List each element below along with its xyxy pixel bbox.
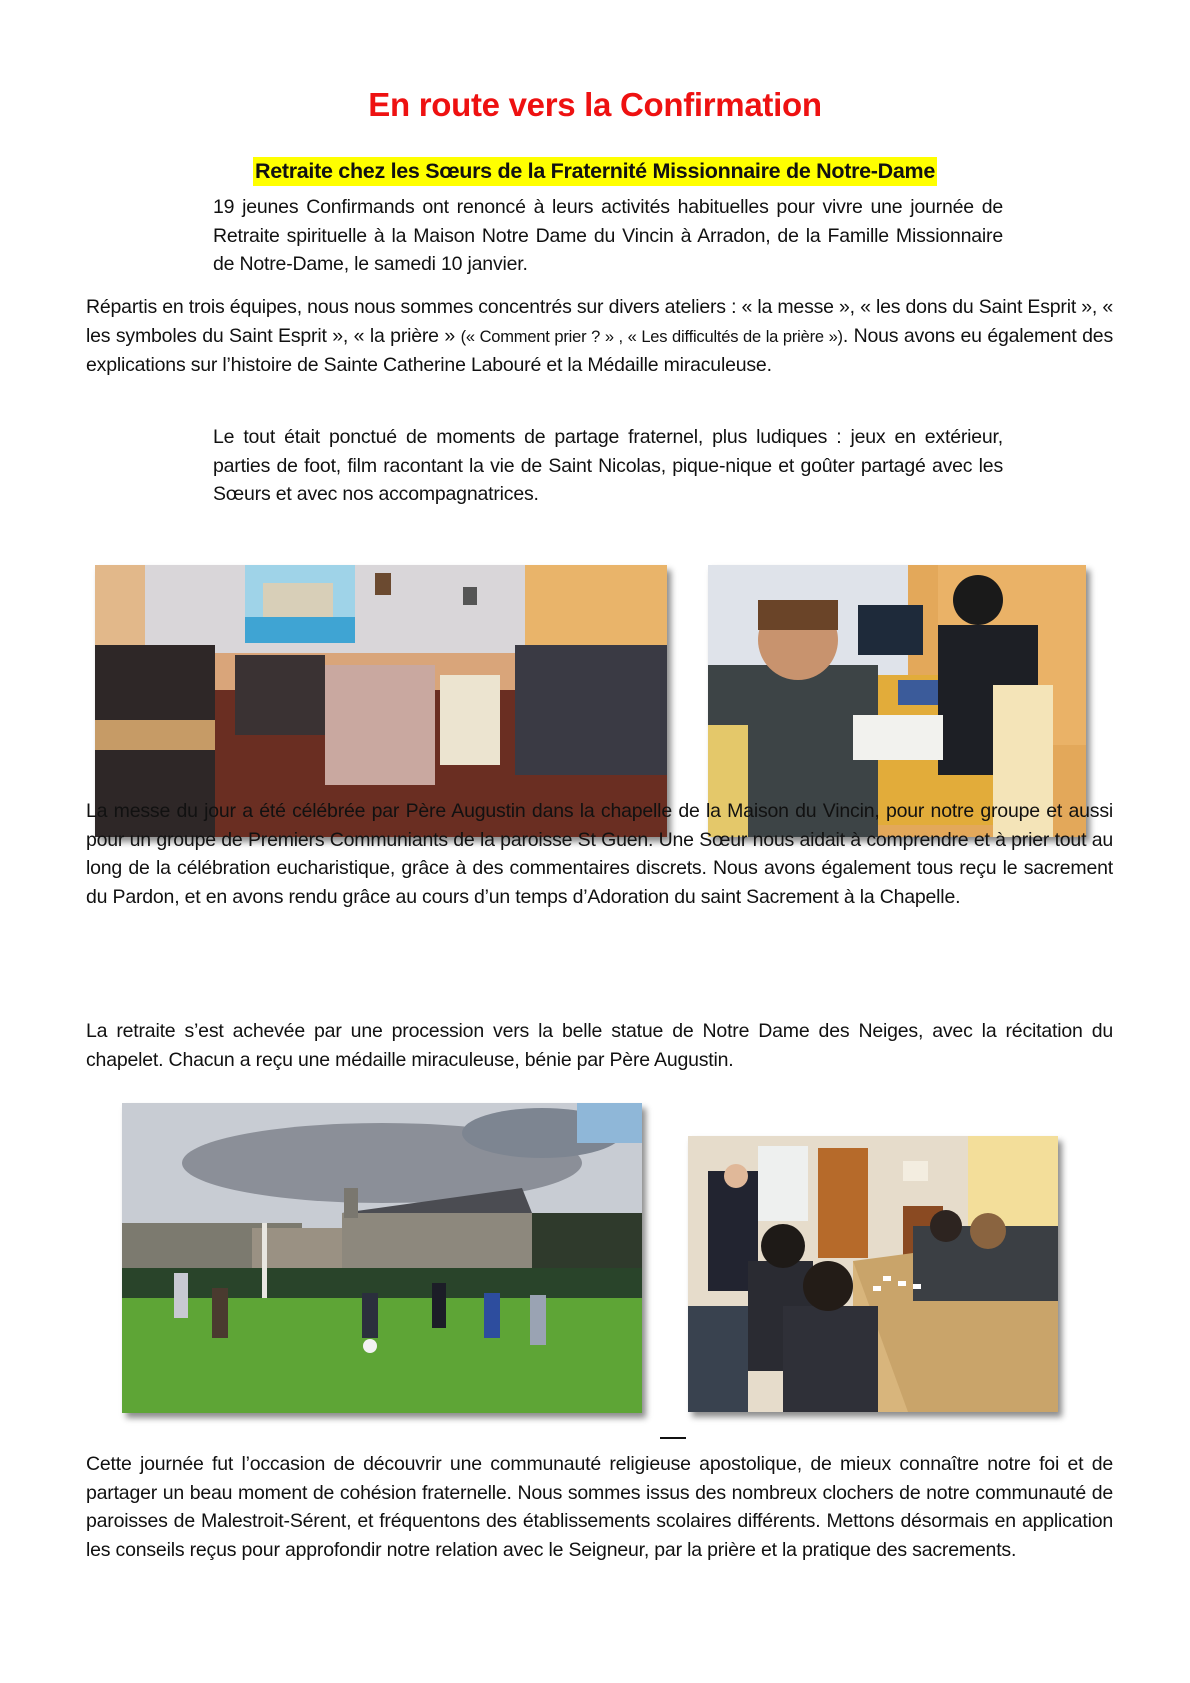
conclusion-paragraph: Cette journée fut l’occasion de découvrir une communauté religieuse apostolique, de mieux connaître notre foi et de partager un beau moment de cohésion fraternelle. Nous sommes issus des nombreux clochers de notre communauté de paroisses de Malestroit-Sérent, et fréquentons des établissements scolaires différents. Mettons désormais en application les conseils reçus pour approfondir notre relation avec le Seigneur, par la prière et la pratique des sacrements. [86, 1453, 1113, 1561]
intro-paragraph: 19 jeunes Confirmands ont renoncé à leurs activités habituelles pour vivre une journée de Retraite spirituelle à la Maison Notre Dame du Vincin à Arradon, de la Famille Missionnaire de Notre-Dame, le samedi 10 janvier. [213, 196, 1003, 275]
ateliers-text-small: (« Comment prier ? » , « Les difficultés de la prière ») [460, 327, 843, 346]
football-image [122, 1103, 642, 1413]
page-subtitle: Retraite chez les Sœurs de la Fraternité Missionnaire de Notre-Dame [253, 157, 937, 186]
partage-paragraph: Le tout était ponctué de moments de partage fraternel, plus ludiques : jeux en extérieur, parties de foot, film racontant la vie de Saint Nicolas, pique-nique et goûter partagé avec les Sœurs et avec nos accompagnatrices. [213, 426, 1003, 505]
page-title: En route vers la Confirmation [368, 86, 822, 123]
ateliers-paragraph [86, 293, 1113, 380]
photo-card-game [688, 1136, 1058, 1412]
photo-football [122, 1103, 642, 1413]
separator-dash [660, 1437, 686, 1439]
ateliers-text-2: . Nous avons eu également des explications sur l’histoire de Sainte Catherine Labouré et la Médaille miraculeuse. [86, 324, 1113, 376]
messe-paragraph: La messe du jour a été célébrée par Père Augustin dans la chapelle de la Maison du Vincin, pour notre groupe et aussi pour un groupe de Premiers Communiants de la paroisse St Guen. Une Sœur nous aidait à comprendre et à prier tout au long de la célébration eucharistique, grâce à des commentaires discrets. Nous avons également tous reçu le sacrement du Pardon, et en avons rendu grâce au cours d’un temps d’Adoration du saint Sacrement à la Chapelle. [86, 800, 1113, 908]
subtitle-container [0, 157, 1190, 186]
card-game-image [688, 1136, 1058, 1412]
procession-paragraph: La retraite s’est achevée par une procession vers la belle statue de Notre Dame des Neiges, avec la récitation du chapelet. Chacun a reçu une médaille miraculeuse, bénie par Père Augustin. [86, 1020, 1113, 1071]
ateliers-text-1: Répartis en trois équipes, nous nous sommes concentrés sur divers ateliers : « la messe », « les dons du Saint Esprit », « les symboles du Saint Esprit », « la prière » [86, 296, 1113, 347]
